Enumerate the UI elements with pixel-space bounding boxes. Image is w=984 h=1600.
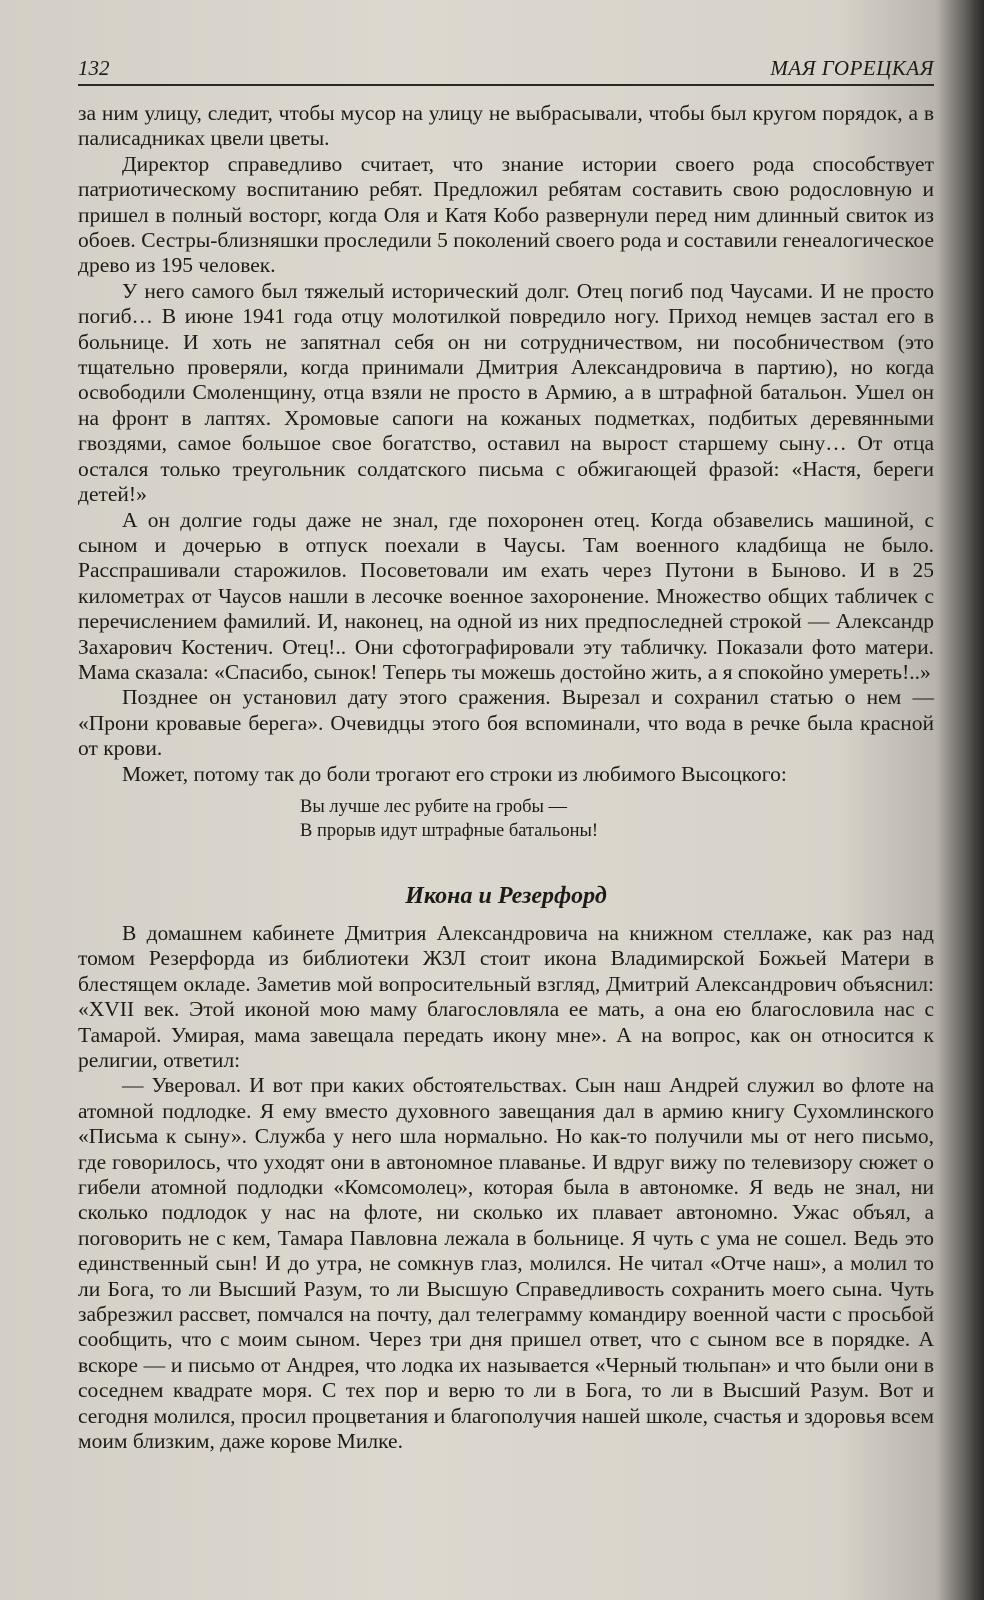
- page-number: 132: [78, 56, 110, 80]
- page-header: [78, 56, 934, 86]
- paragraph: Может, потому так до боли трогают его строки из любимого Высоцкого:: [122, 761, 787, 786]
- paragraph: Директор справедливо считает, что знание истории своего рода способствует патриотическому воспитанию ребят. Предложил ребятам составить свою родословную и пришел в полный восторг, когда Оля и Катя Кобо развернули перед ним длинный свиток из обоев. Сестры-близняшки проследили 5 поколений своего рода и составили генеалогическое древо из 195 человек.: [78, 151, 934, 278]
- poem-quote: [78, 795, 934, 843]
- paragraph: за ним улицу, следит, чтобы мусор на улицу не выбрасывали, чтобы был кругом порядок, а в палисадниках цвели цветы.: [78, 101, 934, 151]
- paragraph: У него самого был тяжелый исторический долг. Отец погиб под Чаусами. И не просто погиб… В июне 1941 года отцу молотилкой повредило ногу. Приход немцев застал его в больнице. И хоть не запятнал себя он ни сотрудничеством, ни пособничеством (это тщательно проверяли, когда принимали Дмитрия Александровича в партию), но когда освободили Смоленщину, отца взяли не просто в Армию, а в штрафной батальон. Ушел он на фронт в лаптях. Хромовые сапоги на кожаных подметках, подбитых деревянными гвоздями, самое большое свое богатство, оставил на вырост старшему сыну… От отца остался только треугольник солдатского письма с обжигающей фразой: «Настя, береги детей!»: [78, 278, 934, 507]
- running-title: МАЯ ГОРЕЦКАЯ: [770, 56, 934, 80]
- paragraph: Позднее он установил дату этого сражения. Вырезал и сохранил статью о нем — «Прони кровавые берега». Очевидцы этого боя вспоминали, что вода в речке была красной от крови.: [78, 685, 934, 761]
- paragraph: А он долгие годы даже не знал, где похоронен отец. Когда обзавелись машиной, с сыном и дочерью в отпуск поехали в Чаусы. Там военного кладбища не было. Расспрашивали старожилов. Посоветовали им ехать через Путони в Быново. И в 25 километрах от Чаусов нашли в лесочке военное захоронение. Множество общих табличек с перечислением фамилий. И, наконец, на одной из них предпоследней строкой — Александр Захарович Костенич. Отец!.. Они сфотографировали эту табличку. Показали фото матери. Мама сказала: «Спасибо, сынок! Теперь ты можешь достойно жить, а я спокойно умереть!..»: [78, 507, 934, 684]
- section-title: Икона и Резерфорд: [405, 882, 607, 909]
- poem-line: Вы лучше лес рубите на гробы —: [300, 796, 568, 817]
- paragraph: — Уверовал. И вот при каких обстоятельствах. Сын наш Андрей служил во флоте на атомной подлодке. Я ему вместо духовного завещания дал в армию книгу Сухомлинского «Письма к сыну». Служба у него шла нормально. Но как-то получили мы от него письмо, где говорилось, что уходят они в автономное плаванье. И вдруг вижу по телевизору сюжет о гибели атомной подлодки «Комсомолец», которая была в автономке. Я ведь не знал, ни сколько подлодок у нас на флоте, ни сколько их плавает автономно. Ужас объял, а поговорить не с кем, Тамара Павловна лежала в больнице. Я чуть с ума не сошел. Ведь это единственный сын! И до утра, не сомкнув глаз, молился. Не читал «Отче наш», а молил то ли Бога, то ли Высший Разум, то ли Высшую Справедливость сохранить моего сына. Чуть забрезжил рассвет, помчался на почту, дал телеграмму командиру военной части с просьбой сообщить, что с моим сыном. Через три дня пришел ответ, что с сыном все в порядке. А вскоре — и письмо от Андрея, что лодка их называется «Черный тюльпан» и что были они в соседнем квадрате моря. С тех пор и верю то ли в Бога, то ли в Высший Разум. Вот и сегодня молился, просил процветания и благополучия нашей школе, счастья и здоровья всем моим близким, даже корове Милке.: [78, 1073, 934, 1454]
- poem-line: В прорыв идут штрафные батальоны!: [300, 820, 599, 841]
- page-body: [78, 101, 934, 1455]
- paragraph: В домашнем кабинете Дмитрия Александровича на книжном стеллаже, как раз над томом Резерфорда из библиотеки ЖЗЛ стоит икона Владимирской Божьей Матери в блестящем окладе. Заметив мой вопросительный взгляд, Дмитрий Александрович объяснил: «XVII век. Этой иконой мою маму благословляла ее мать, а она ею благословила нас с Тамарой. Умирая, мама завещала передать икону мне». А на вопрос, как он относится к религии, ответил:: [78, 920, 934, 1072]
- page-edge-shadow: [938, 0, 984, 1600]
